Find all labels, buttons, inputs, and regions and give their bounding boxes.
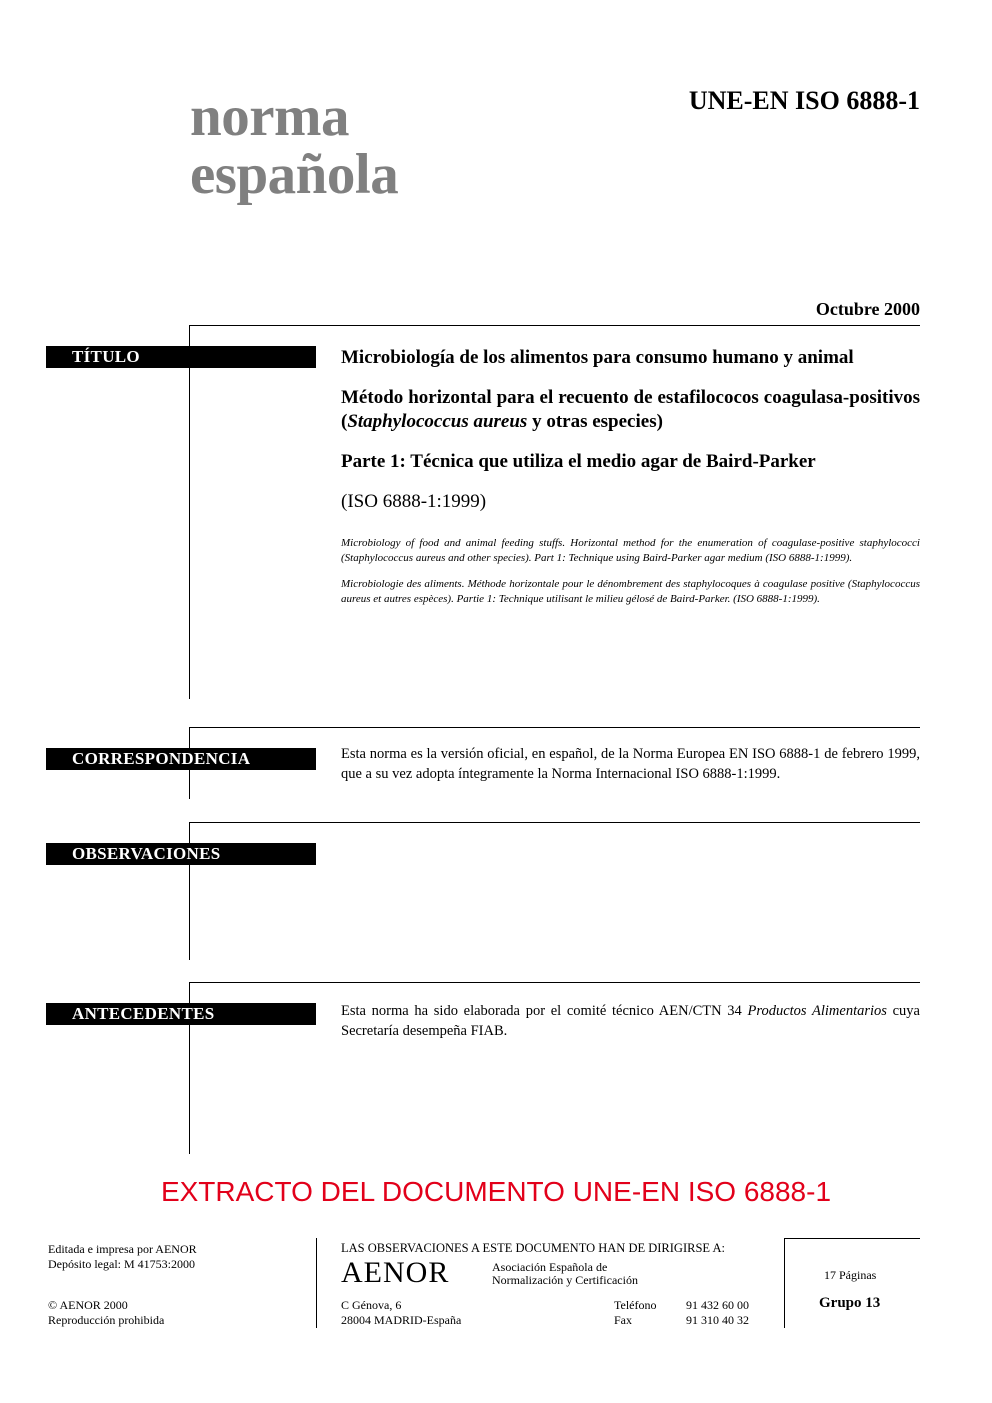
section-divider (189, 727, 920, 728)
label-antecedentes: ANTECEDENTES (46, 1003, 316, 1025)
section-divider (189, 982, 920, 983)
title-en: Microbiology of food and animal feeding stuffs. Horizontal method for the enumeration of coagulase-positive staphylococci (Staphylococcus aureus and other species). Part 1: Technique using Baird-Parker agar medium (ISO 6888-1:1999). (341, 537, 920, 564)
page-count: 17 Páginas (824, 1268, 877, 1282)
section-divider (189, 822, 920, 823)
phone-value: 91 432 60 00 (686, 1298, 749, 1312)
aenor-name-2: Normalización y Certificación (492, 1273, 638, 1287)
title-es-1: Microbiología de los alimentos para consumo humano y animal (341, 347, 854, 368)
antecedentes-content (341, 1001, 920, 1041)
label-correspondencia: CORRESPONDENCIA (46, 748, 316, 770)
fax-label: Fax (614, 1313, 632, 1327)
edited-by: Editada e impresa por AENOR (48, 1242, 197, 1256)
address-line-2: 28004 MADRID-España (341, 1313, 462, 1327)
titulo-content (341, 346, 920, 606)
publication-date: Octubre 2000 (815, 299, 920, 319)
iso-reference: (ISO 6888-1:1999) (341, 491, 487, 512)
aenor-name-1: Asociación Española de (492, 1260, 608, 1274)
price-group: Grupo 13 (819, 1295, 881, 1311)
footer-rule-right (784, 1238, 785, 1328)
label-observaciones: OBSERVACIONES (46, 843, 316, 865)
address-line-1: C Génova, 6 (341, 1298, 402, 1312)
footer-box-top (784, 1238, 920, 1239)
footer-rule-left (316, 1238, 317, 1328)
legal-deposit: Depósito legal: M 41753:2000 (48, 1257, 195, 1271)
document-number: UNE-EN ISO 6888-1 (688, 86, 920, 115)
fax-value: 91 310 40 32 (686, 1313, 749, 1327)
title-es-3: Parte 1: Técnica que utiliza el medio agar de Baird-Parker (341, 451, 816, 472)
antecedentes-text: Esta norma ha sido elaborada por el comité técnico AEN/CTN 34 Productos Alimentarios cuya Secretaría desempeña FIAB. (341, 1003, 920, 1039)
observations-note: LAS OBSERVACIONES A ESTE DOCUMENTO HAN DE DIRIGIRSE A: (341, 1241, 725, 1255)
extract-notice: EXTRACTO DEL DOCUMENTO UNE-EN ISO 6888-1 (160, 1176, 832, 1207)
title-fr: Microbiologie des aliments. Méthode horizontale pour le dénombrement des staphylocoques à coagulase positive (Staphylococcus aureus et autres espèces). Partie 1: Technique utilisant le milieu gélosé de Baird-Parker. (ISO 6888-1:1999). (341, 578, 920, 605)
correspondencia-text: Esta norma es la versión oficial, en español, de la Norma Europea EN ISO 6888-1 de febrero 1999, que a su vez adopta íntegramente la Norma Internacional ISO 6888-1:1999. (341, 746, 920, 782)
brand-line-1: norma (190, 85, 349, 148)
section-rule (189, 325, 190, 699)
brand-line-2: española (190, 143, 399, 206)
label-titulo: TÍTULO (46, 346, 316, 368)
aenor-logo: AENOR (341, 1256, 450, 1289)
title-es-2: Método horizontal para el recuento de estafilococos coagulasa-positivos (Staphylococcus aureus y otras especies) (341, 387, 920, 432)
phone-label: Teléfono (614, 1298, 657, 1312)
reproduction-notice: Reproducción prohibida (48, 1313, 165, 1327)
correspondencia-content (341, 744, 920, 784)
section-divider (189, 325, 920, 326)
copyright: © AENOR 2000 (48, 1298, 128, 1312)
